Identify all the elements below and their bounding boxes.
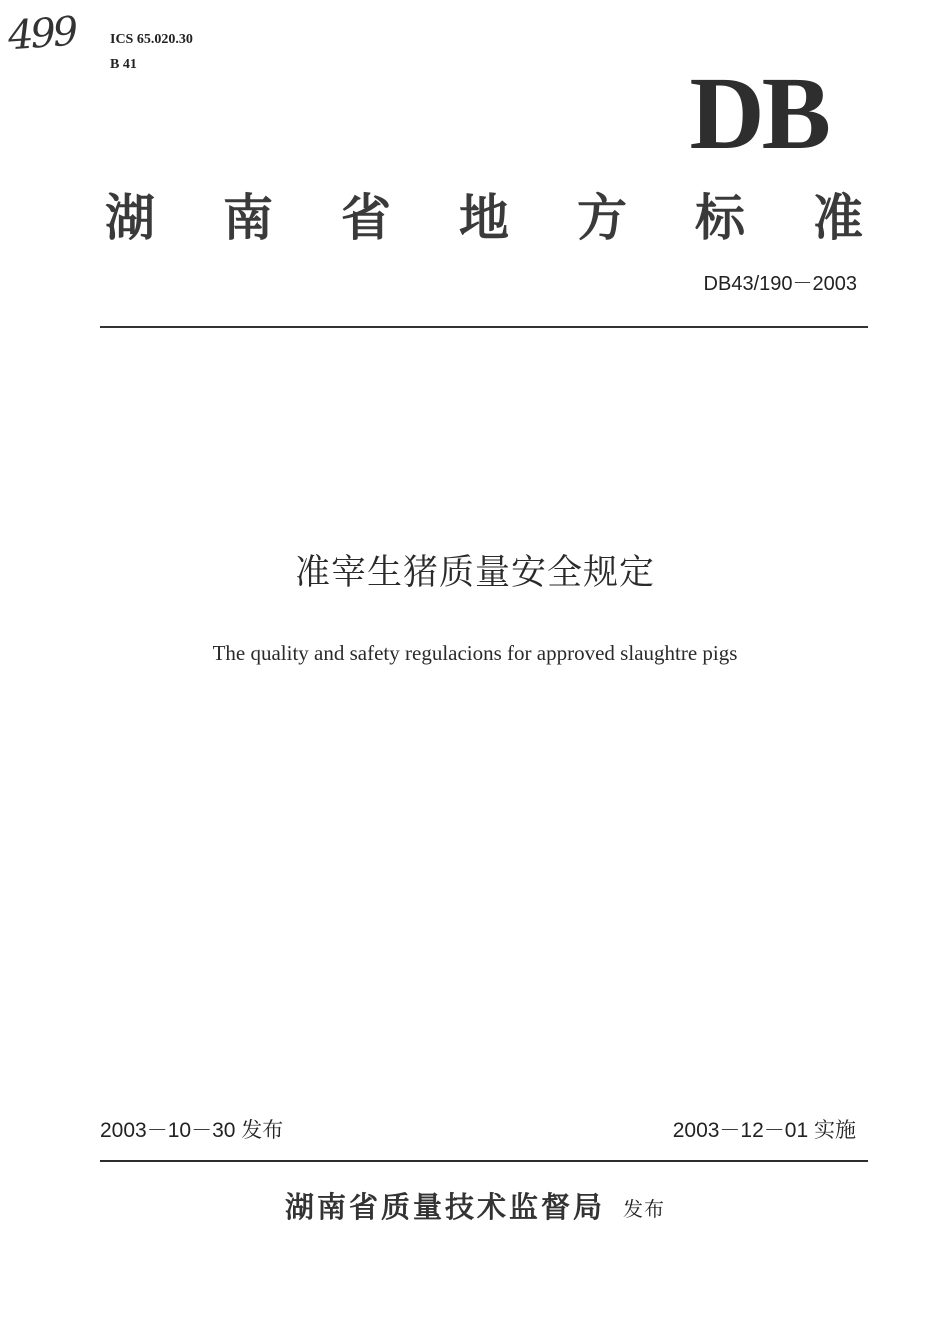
standard-type-char: 方 — [577, 188, 627, 247]
standard-type-char: 准 — [813, 188, 863, 247]
publisher-name: 湖南省质量技术监督局 — [284, 1190, 605, 1224]
publisher-line — [0, 1190, 950, 1225]
standard-type-char: 省 — [341, 188, 391, 247]
issue-date: 2003－10－30 发布 — [100, 1119, 284, 1142]
header-divider — [100, 326, 868, 328]
standard-type-char: 地 — [459, 188, 509, 247]
publisher-suffix: 发布 — [623, 1197, 665, 1221]
footer-divider — [100, 1160, 868, 1162]
ics-code: ICS 65.020.30 — [110, 32, 193, 47]
db-logo: DB — [689, 56, 828, 171]
standard-type-char: 标 — [695, 188, 745, 247]
classification-code: B 41 — [110, 57, 137, 72]
standard-type-char: 湖 — [105, 188, 155, 247]
document-title-chinese: 准宰生猪质量安全规定 — [294, 553, 655, 593]
handwritten-page-number: 499 — [6, 8, 77, 60]
standard-type-char: 南 — [223, 188, 273, 247]
document-title-english: The quality and safety regulacions for approved slaughtre pigs — [212, 641, 738, 665]
implementation-date: 2003－12－01 实施 — [672, 1119, 856, 1142]
standard-type-title — [100, 190, 868, 245]
standard-number: DB43/190－2003 — [703, 273, 857, 295]
